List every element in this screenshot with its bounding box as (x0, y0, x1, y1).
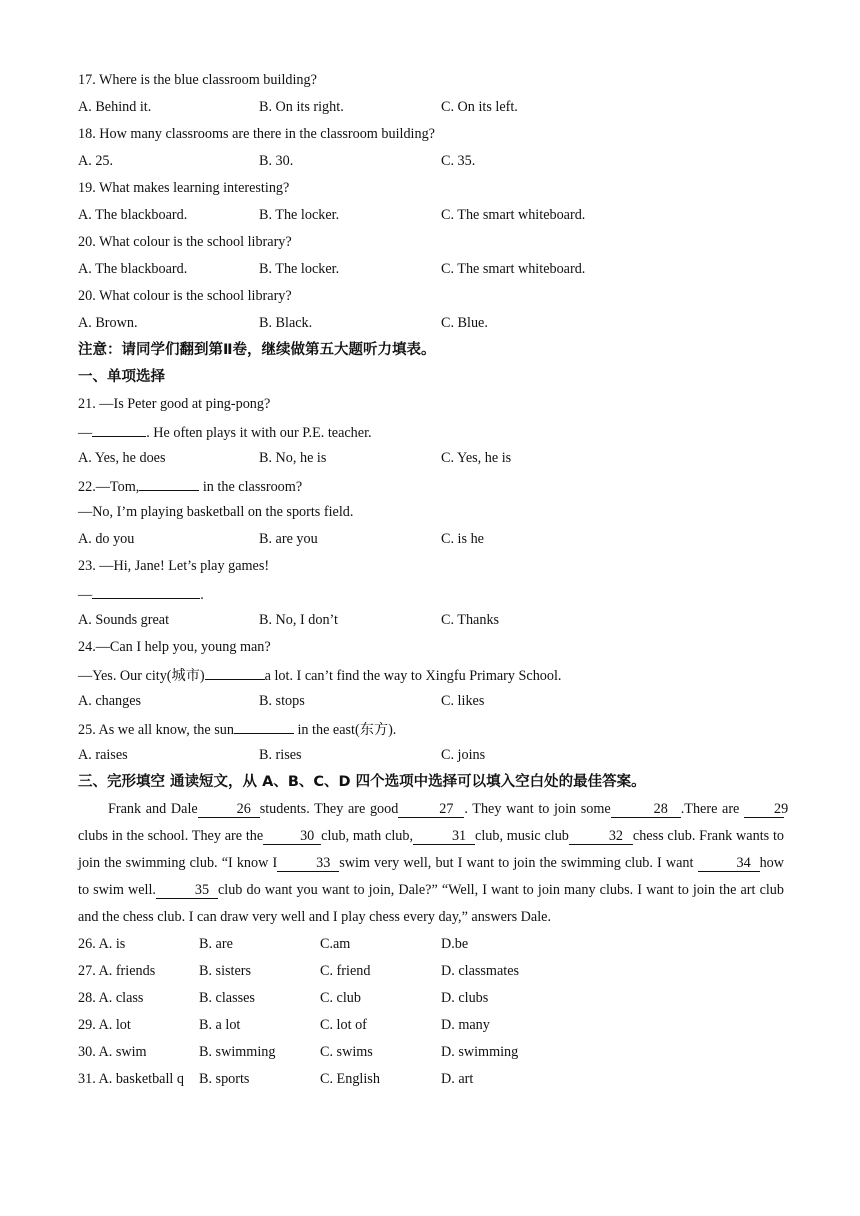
passage-text: club, math club, (321, 828, 414, 844)
option-a: 26. A. is (78, 936, 126, 952)
question-19: 19. What makes learning interesting? (78, 180, 290, 196)
question-18: 18. How many classrooms are there in the classroom building? (78, 126, 435, 142)
question-24: 24.—Can I help you, young man? (78, 639, 271, 655)
option-b: B. Black. (259, 315, 313, 331)
option-a: A. The blackboard. (78, 207, 188, 223)
dash: — (78, 587, 93, 603)
option-b: B. The locker. (259, 207, 340, 223)
passage-text: students. They are good (259, 801, 399, 817)
option-a: A. Behind it. (78, 99, 152, 115)
passage-text: how to swim well. (78, 855, 785, 898)
option-d: D. art (441, 1071, 474, 1087)
answer-blank (92, 422, 146, 437)
option-b: B. a lot (199, 1017, 241, 1033)
question-23: 23. —Hi, Jane! Let’s play games! (78, 558, 270, 574)
question-24-text-end: a lot. I can’t find the way to Xingfu Primary School. (264, 668, 562, 684)
option-a: 29. A. lot (78, 1017, 131, 1033)
option-a: A. changes (78, 693, 142, 709)
question-22 (78, 476, 302, 496)
option-a: A. do you (78, 531, 135, 547)
answer-blank (205, 665, 265, 680)
blank-34: 34 (698, 856, 760, 872)
passage-text: . They want to join some (464, 801, 611, 817)
option-c: C.am (320, 936, 351, 952)
answer-blank (139, 476, 199, 491)
option-c: C. likes (441, 693, 485, 709)
blank-29: 29 (744, 802, 784, 818)
option-a: 31. A. basketball q (78, 1071, 184, 1087)
question-21: 21. —Is Peter good at ping-pong? (78, 396, 271, 412)
passage-text: .There are (680, 801, 740, 817)
question-25 (78, 719, 396, 739)
option-c: C. is he (441, 531, 484, 547)
blank-27: 27 (398, 802, 464, 818)
option-d: D. swimming (441, 1044, 519, 1060)
option-a: A. raises (78, 747, 128, 763)
option-c: C. English (320, 1071, 380, 1087)
option-c: C. Thanks (441, 612, 500, 628)
blank-26: 26 (198, 802, 260, 818)
option-b: B. 30. (259, 153, 294, 169)
passage-text: club, music club (475, 828, 569, 844)
option-c: C. Blue. (441, 315, 488, 331)
option-a: 30. A. swim (78, 1044, 147, 1060)
question-21-text: . He often plays it with our P.E. teacher. (146, 425, 372, 441)
option-b: B. No, I don’t (259, 612, 338, 628)
passage-text: Frank and Dale (108, 801, 198, 817)
question-21-answer-line (78, 422, 372, 442)
option-c: C. On its left. (441, 99, 518, 115)
question-23-answer-line (78, 584, 204, 604)
option-a: 28. A. class (78, 990, 144, 1006)
option-b: B. sisters (199, 963, 252, 979)
option-a: 27. A. friends (78, 963, 156, 979)
option-c: C. 35. (441, 153, 476, 169)
question-22-text-end: in the classroom? (199, 479, 303, 495)
passage-text: clubs in the school. They are the (78, 828, 264, 844)
passage-text: chess club. Frank wants to join the swimming club. “I know I (78, 828, 784, 871)
period: . (200, 587, 204, 603)
option-c: C. swims (320, 1044, 373, 1060)
passage-text: club do want you want to join, Dale?” “Well, I want to join many clubs. I want to join the art club and the chess club. I can draw very well and I play chess every day,” answers Dale. (78, 882, 784, 925)
cloze-passage (78, 796, 789, 931)
option-b: B. are (199, 936, 233, 952)
question-22-text-start: 22.—Tom, (78, 479, 140, 495)
option-c: C. friend (320, 963, 371, 979)
question-20: 20. What colour is the school library? (78, 234, 292, 250)
option-b: B. swimming (199, 1044, 276, 1060)
question-22-reply: —No, I’m playing basketball on the sports field. (78, 504, 354, 520)
option-c: C. The smart whiteboard. (441, 261, 586, 277)
option-c: C. The smart whiteboard. (441, 207, 586, 223)
option-a: A. Brown. (78, 315, 138, 331)
option-b: B. The locker. (259, 261, 340, 277)
question-24-text-start: —Yes. Our city(城市) (78, 668, 205, 684)
option-b: B. stops (259, 693, 305, 709)
option-c: C. club (320, 990, 361, 1006)
question-24-answer-line (78, 665, 561, 685)
option-b: B. rises (259, 747, 302, 763)
option-c: C. Yes, he is (441, 450, 512, 466)
option-a: A. The blackboard. (78, 261, 188, 277)
blank-32: 32 (569, 829, 633, 845)
blank-35: 35 (156, 883, 218, 899)
blank-30: 30 (263, 829, 321, 845)
passage-text: swim very well, but I want to join the swimming club. I want (339, 855, 698, 871)
blank-28: 28 (611, 802, 681, 818)
answer-blank (234, 719, 294, 734)
option-b: B. On its right. (259, 99, 344, 115)
blank-33: 33 (277, 856, 339, 872)
option-a: A. 25. (78, 153, 114, 169)
option-c: C. joins (441, 747, 486, 763)
option-d: D.be (441, 936, 469, 952)
option-c: C. lot of (320, 1017, 367, 1033)
dash: — (78, 425, 93, 441)
option-b: B. No, he is (259, 450, 327, 466)
blank-31: 31 (413, 829, 475, 845)
section-title-single-choice: 一、单项选择 (78, 369, 165, 385)
option-d: D. clubs (441, 990, 489, 1006)
section-title-cloze: 三、完形填空 通读短文，从 A、B、C、D 四个选项中选择可以填入空白处的最佳答案。 (78, 774, 646, 790)
option-a: A. Yes, he does (78, 450, 166, 466)
question-25-text-start: 25. As we all know, the sun (78, 722, 234, 738)
option-b: B. classes (199, 990, 255, 1006)
notice: 注意：请同学们翻到第Ⅱ卷，继续做第五大题听力填表。 (78, 342, 436, 358)
option-b: B. are you (259, 531, 318, 547)
answer-blank (92, 584, 200, 599)
question-20-repeat: 20. What colour is the school library? (78, 288, 292, 304)
option-b: B. sports (199, 1071, 250, 1087)
option-d: D. classmates (441, 963, 520, 979)
option-d: D. many (441, 1017, 490, 1033)
option-a: A. Sounds great (78, 612, 170, 628)
question-25-text-end: in the east(东方). (293, 722, 397, 738)
question-17: 17. Where is the blue classroom building? (78, 72, 317, 88)
